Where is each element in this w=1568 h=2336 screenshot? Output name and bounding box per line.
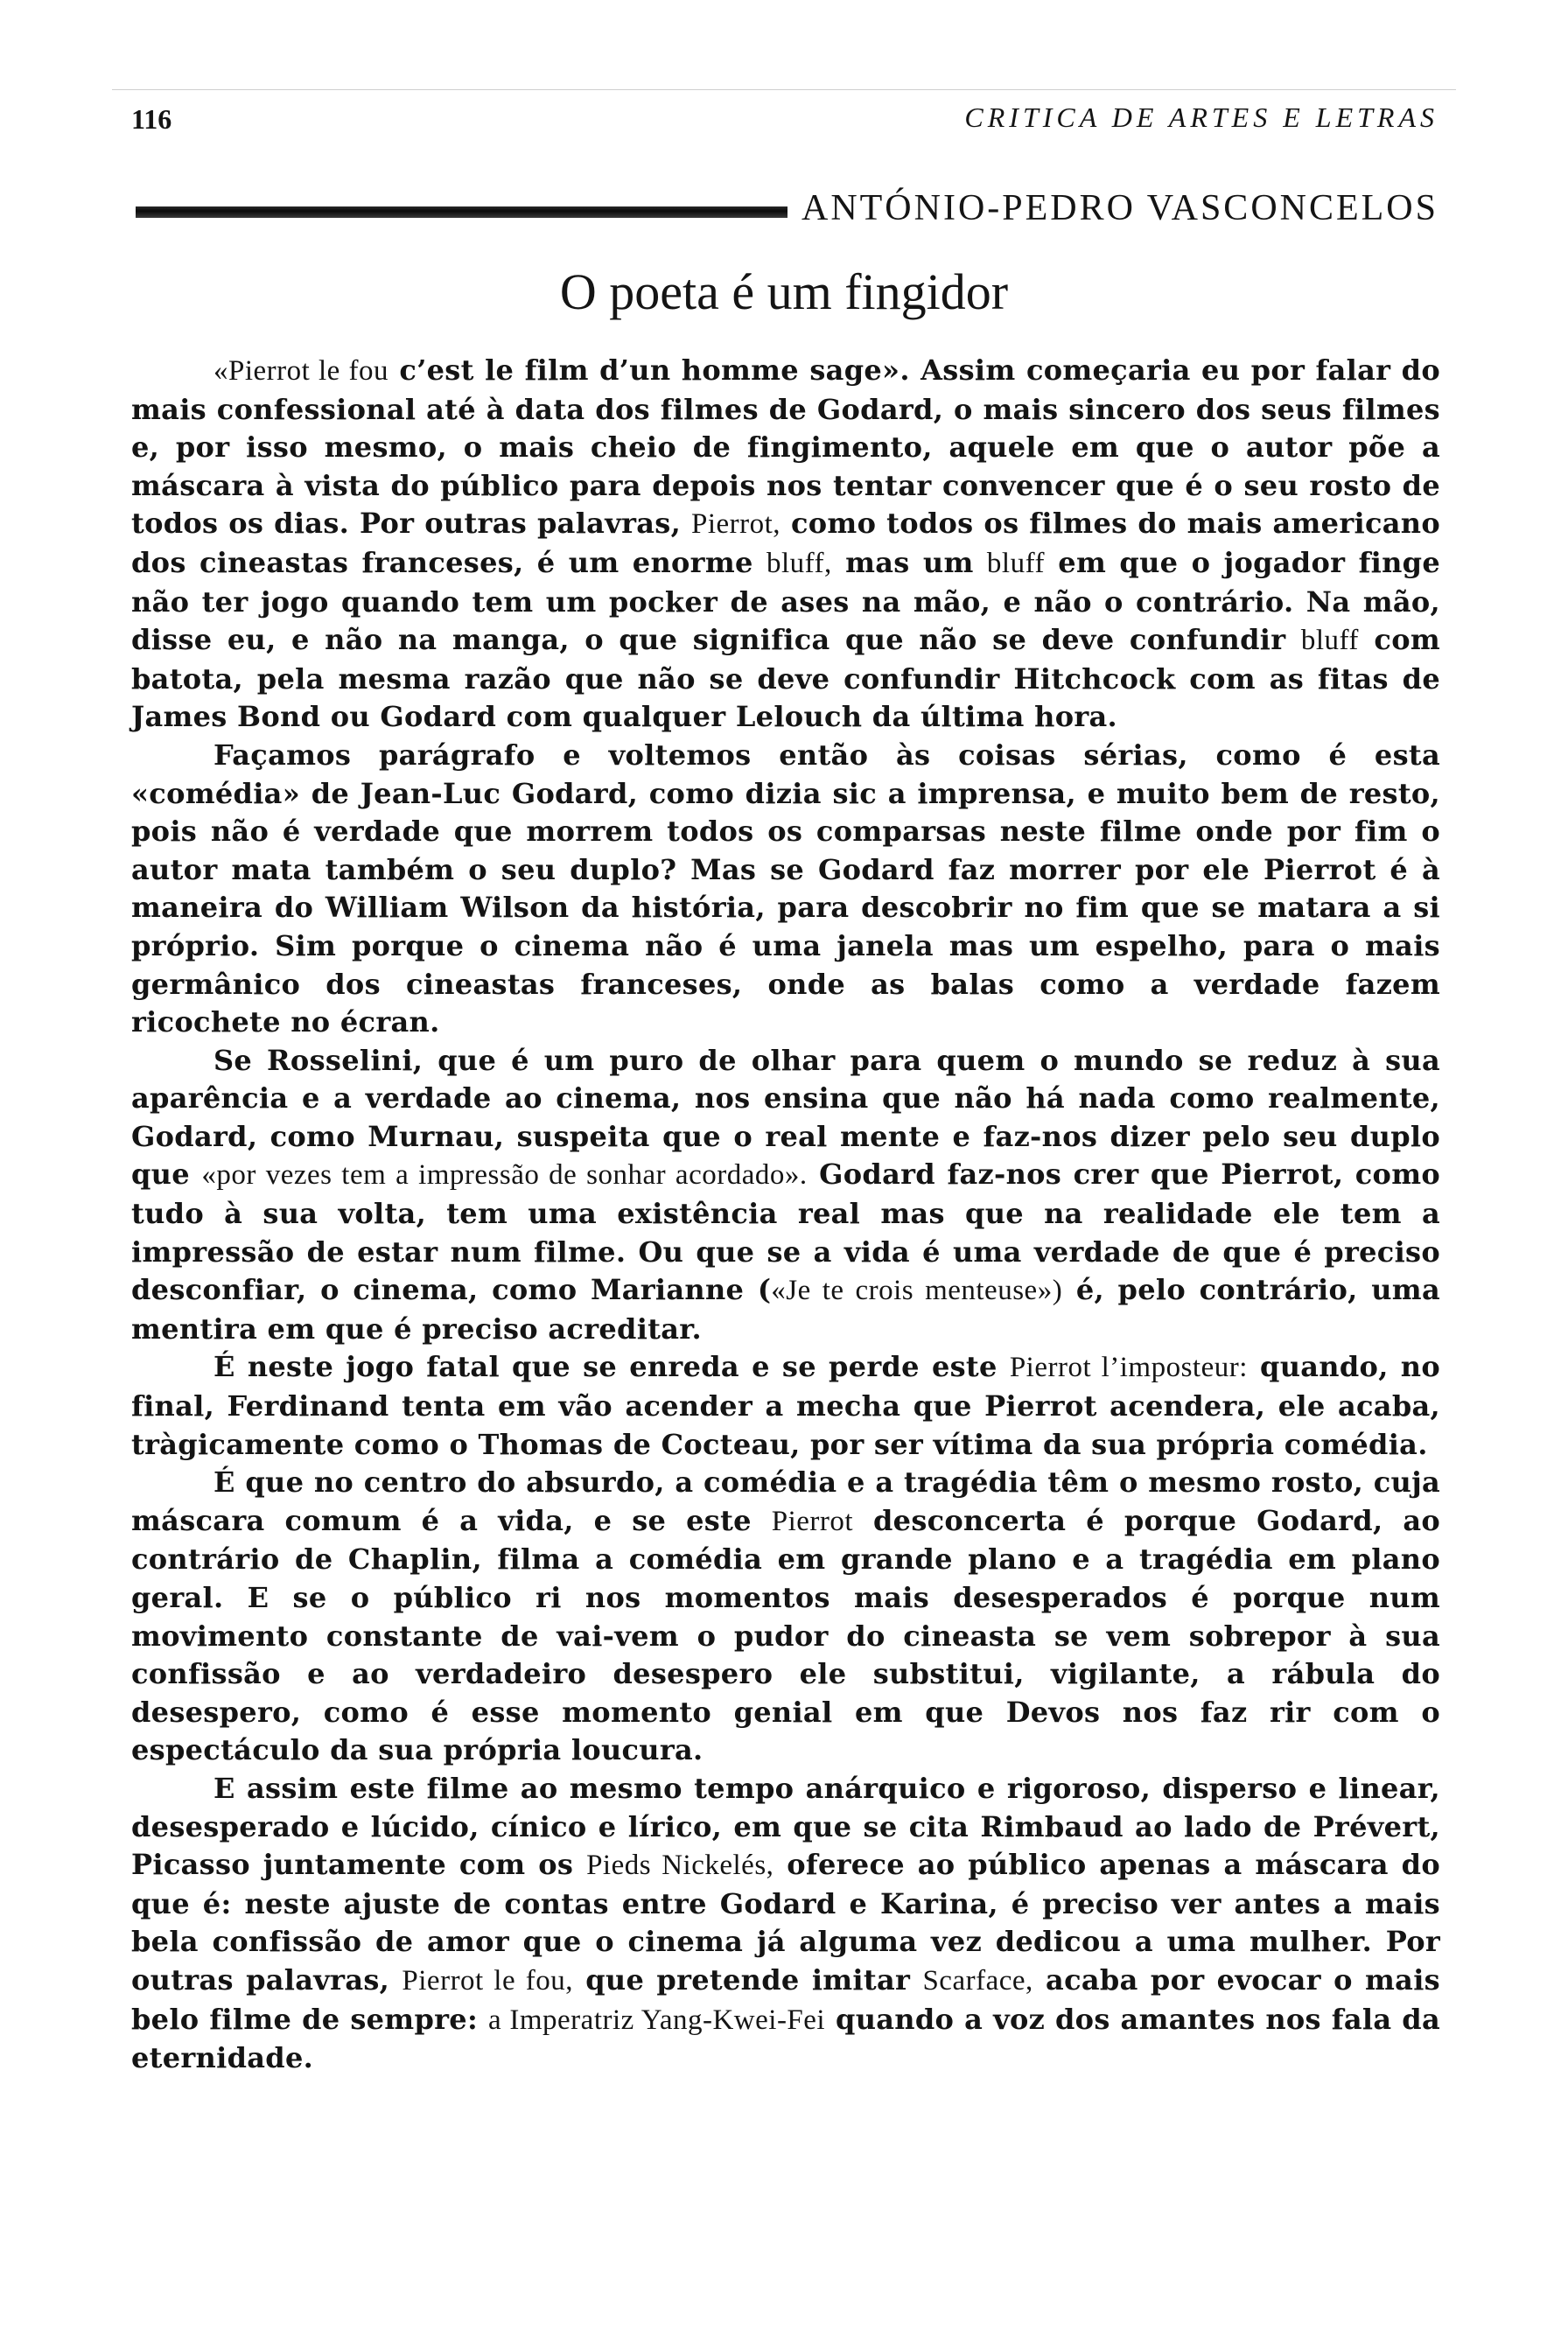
article-title: O poeta é um fingidor [559, 263, 1009, 320]
title-reference: Pierrot l’imposteur: [1009, 1352, 1248, 1384]
paragraph-text: Façamos parágrafo e voltemos então às coisas sérias, como é esta «comédia» de Jean-Luc Godard, como dizia sic a imprensa, e muito bem de resto, pois não é verdade que morrem todos os comparsas neste filme onde por fim o autor mata também o seu duplo? Mas se Godard faz morrer por ele Pierrot é à maneira do William Wilson da história, para descobrir no fim que se matara a si próprio. Sim porque o cinema não é uma janela mas um espelho, para o mais germânico dos cineastas franceses, onde as balas como a verdade fazem ricochete no écran. [131, 738, 1440, 1039]
body-paragraph [131, 1348, 1440, 1464]
paragraph-text: É neste jogo fatal que se enreda e se perde este [214, 1350, 1010, 1384]
running-head: CRITICA DE ARTES E LETRAS [964, 101, 1438, 133]
title-reference: «Pierrot le fou [214, 355, 389, 387]
title-reference: «Je te crois menteuse») [771, 1275, 1063, 1307]
paragraph-text: com batota, pela mesma razão que não se deve confundir Hitchcock com as fitas de James Bond ou Godard com qualquer Lelouch da última hora. [131, 623, 1440, 734]
paragraph-text: É que no centro do absurdo, a comédia e a tragédia têm o mesmo rosto, cuja máscara comum é a vida, e se este [131, 1465, 1440, 1537]
paragraph-text: desconcerta é porque Godard, ao contrário de Chaplin, filma a comédia em grande plano e a tragédia em plano geral. E se o público ri nos momentos mais desesperados é porque num movimento constante de vai-vem o pudor do cineasta se vem sobrepor à sua confissão e ao verdadeiro desespero ele substitui, vigilante, a rábula do desespero, como é esse momento genial em que Devos nos faz rir com o espectáculo da sua própria loucura. [131, 1503, 1440, 1767]
body-paragraph [131, 737, 1440, 1042]
paragraph-text: mas um [831, 545, 987, 579]
title-reference: bluff, [766, 547, 832, 579]
paragraph-text: quando a voz dos amantes nos fala da eternidade. [131, 2002, 1440, 2075]
paragraph-text: acaba por evocar o mais belo filme de sempre: [131, 1962, 1440, 2036]
paragraph-text: oferece ao público apenas a máscara do que é: neste ajuste de contas entre Godard e Karina, é preciso ver antes a mais bela confissão de amor que o cinema já alguma vez dedicou a uma mulher. Por outras palavras, [131, 1848, 1440, 1997]
page-number: 116 [131, 103, 172, 135]
body-paragraph [131, 1464, 1440, 1770]
paragraph-text: como todos os filmes do mais americano dos cineastas franceses, é um enorme [131, 507, 1440, 579]
header-divider [112, 89, 1456, 90]
title-reference: Pierrot [771, 1505, 854, 1537]
title-reference: «por vezes tem a impressão de sonhar acordado». [201, 1159, 808, 1192]
title-reference: bluff [986, 547, 1045, 579]
paragraph-text: em que o jogador finge não ter jogo quando tem um pocker de ases na mão, e não o contrário. Na mão, disse eu, e não na manga, o que significa que não se deve confundir [131, 545, 1441, 657]
paragraph-text: que pretende imitar [572, 1962, 923, 1997]
title-reference: Scarface, [922, 1964, 1033, 1997]
title-reference: Pierrot, [690, 508, 781, 541]
paragraph-text: quando, no final, Ferdinand tenta em vão acender a mecha que Pierrot acendera, ele acaba, tràgicamente como o Thomas de Cocteau, por ser vítima da sua própria comédia. [131, 1350, 1440, 1461]
article-body [131, 352, 1440, 2078]
body-paragraph [131, 1770, 1440, 2078]
article-author: ANTÓNIO-PEDRO VASCONCELOS [801, 188, 1438, 228]
title-reference: bluff [1300, 625, 1359, 657]
title-reference: Pieds Nickelés, [586, 1850, 774, 1882]
body-paragraph [131, 1042, 1440, 1349]
paragraph-text: Godard faz-nos crer que Pierrot, como tudo à sua volta, tem uma existência real mas que na realidade ele tem a impressão de estar num filme. Ou que se a vida é uma verdade de que é preciso desconfiar, o cinema, como Marianne ( [131, 1158, 1440, 1307]
paragraph-text: c’est le film d’un homme sage». Assim começaria eu por falar do mais confessional até à data dos filmes de Godard, o mais sincero dos seus filmes e, por isso mesmo, o mais cheio de fingimento, aquele em que o autor põe a máscara à vista do público para depois nos tentar convencer que é o seu rosto de todos os dias. Por outras palavras, [131, 353, 1440, 541]
decorative-rule [136, 206, 788, 218]
title-reference: Pierrot le fou, [402, 1964, 573, 1997]
paragraph-text: E assim este filme ao mesmo tempo anárquico e rigoroso, disperso e linear, desesperado e lúcido, cínico e lírico, em que se cita Rimbaud ao lado de Prévert, Picasso juntamente com os [131, 1771, 1440, 1882]
paragraph-text: Se Rosselini, que é um puro de olhar para quem o mundo se reduz à sua aparência e a verdade ao cinema, nos ensina que não há nada como realmente, Godard, como Murnau, suspeita que o real mente e faz-nos dizer pelo seu duplo que [131, 1043, 1440, 1192]
title-reference: a Imperatriz Yang-Kwei-Fei [488, 2004, 826, 2036]
paragraph-text: é, pelo contrário, uma mentira em que é preciso acreditar. [131, 1273, 1440, 1346]
body-paragraph [131, 352, 1440, 737]
